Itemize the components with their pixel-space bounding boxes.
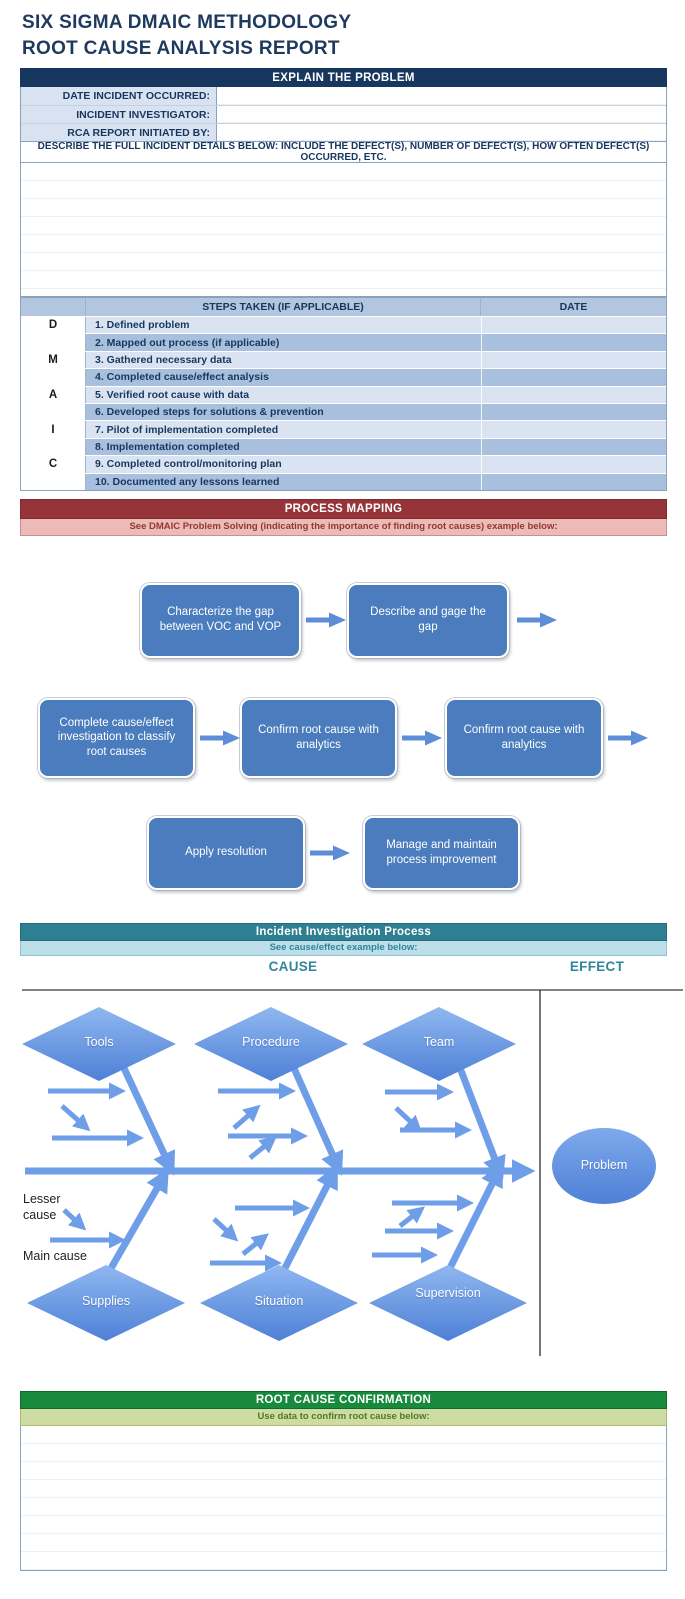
cause-label: CAUSE bbox=[268, 958, 318, 974]
flow-arrow-icon bbox=[608, 728, 648, 748]
table-row bbox=[21, 473, 666, 490]
flow-arrow-icon bbox=[402, 728, 442, 748]
table-row bbox=[21, 403, 666, 420]
step-date-cell[interactable] bbox=[481, 352, 666, 368]
main-cause-label: Main cause bbox=[23, 1248, 87, 1263]
supervision-diamond bbox=[369, 1265, 527, 1341]
explain-problem-header: EXPLAIN THE PROBLEM bbox=[20, 68, 667, 87]
date-incident-input[interactable] bbox=[217, 87, 666, 105]
date-column-header: DATE bbox=[559, 301, 588, 313]
dmaic-phase-label bbox=[21, 369, 86, 385]
supervision-label: Supervision bbox=[415, 1285, 481, 1300]
team-label: Team bbox=[423, 1034, 455, 1049]
fishbone-diagram bbox=[0, 978, 685, 1358]
flow-box-characterize-gap: Characterize the gap between VOC and VOP bbox=[140, 583, 301, 658]
step-date-cell[interactable] bbox=[481, 387, 666, 403]
step-date-cell[interactable] bbox=[481, 334, 666, 350]
title-line-1: SIX SIGMA DMAIC METHODOLOGY bbox=[22, 12, 352, 33]
cause-effect-labels bbox=[0, 956, 685, 978]
flow-arrow-icon bbox=[306, 610, 346, 630]
procedure-bone bbox=[293, 1066, 334, 1158]
dmaic-phase-label: C bbox=[21, 456, 86, 472]
flow-box-manage-maintain: Manage and maintain process improvement bbox=[363, 816, 520, 890]
report-title bbox=[0, 0, 685, 62]
flow-arrow-icon bbox=[200, 728, 240, 748]
explain-problem-fields bbox=[20, 87, 667, 142]
situation-label: Situation bbox=[254, 1293, 304, 1308]
step-label: 4. Completed cause/effect analysis bbox=[86, 369, 481, 385]
dmaic-flowchart bbox=[0, 536, 685, 923]
table-row bbox=[21, 316, 666, 333]
supervision-bone bbox=[450, 1180, 494, 1268]
root-cause-confirmation-header: ROOT CAUSE CONFIRMATION bbox=[20, 1391, 667, 1409]
step-date-cell[interactable] bbox=[481, 404, 666, 420]
table-row bbox=[21, 420, 666, 437]
steps-table-header bbox=[21, 298, 666, 316]
effect-label: EFFECT bbox=[569, 958, 625, 974]
step-label: 1. Defined problem bbox=[86, 317, 481, 333]
step-date-cell[interactable] bbox=[481, 369, 666, 385]
phase-column-header bbox=[21, 298, 86, 316]
step-label: 9. Completed control/monitoring plan bbox=[86, 456, 481, 472]
field-row-investigator bbox=[21, 105, 666, 123]
field-row-rca-initiated bbox=[21, 123, 666, 141]
flow-arrow-icon bbox=[310, 843, 350, 863]
step-date-cell[interactable] bbox=[481, 317, 666, 333]
dmaic-phase-label bbox=[21, 439, 86, 455]
rca-initiated-label: RCA REPORT INITIATED BY: bbox=[21, 124, 217, 141]
flow-box-apply-resolution: Apply resolution bbox=[147, 816, 305, 890]
table-row bbox=[21, 455, 666, 472]
step-label: 7. Pilot of implementation completed bbox=[86, 421, 481, 437]
dmaic-phase-label: I bbox=[21, 421, 86, 437]
supplies-label: Supplies bbox=[82, 1293, 130, 1308]
step-date-cell[interactable] bbox=[481, 474, 666, 490]
dmaic-phase-label: M bbox=[21, 352, 86, 368]
dmaic-phase-label bbox=[21, 474, 86, 490]
lesser-cause-label: Lesser cause bbox=[23, 1191, 61, 1222]
table-row bbox=[21, 438, 666, 455]
dmaic-phase-label bbox=[21, 404, 86, 420]
flow-box-complete-investigation: Complete cause/effect investigation to classify root causes bbox=[38, 698, 195, 778]
team-bone bbox=[460, 1068, 496, 1162]
incident-investigation-subheader: See cause/effect example below: bbox=[20, 941, 667, 956]
steps-table bbox=[20, 297, 667, 491]
step-label: 10. Documented any lessons learned bbox=[86, 474, 481, 490]
table-row bbox=[21, 386, 666, 403]
situation-bone bbox=[283, 1182, 329, 1272]
step-date-cell[interactable] bbox=[481, 439, 666, 455]
incident-details-input[interactable] bbox=[20, 163, 667, 297]
flow-box-confirm-root-cause-2: Confirm root cause with analytics bbox=[445, 698, 603, 778]
problem-label: Problem bbox=[580, 1157, 628, 1172]
field-row-date-incident bbox=[21, 87, 666, 105]
investigator-input[interactable] bbox=[217, 106, 666, 123]
table-row bbox=[21, 333, 666, 350]
step-label: 5. Verified root cause with data bbox=[86, 387, 481, 403]
dmaic-phase-label: D bbox=[21, 317, 86, 333]
rca-initiated-input[interactable] bbox=[217, 124, 666, 141]
title-line-2: ROOT CAUSE ANALYSIS REPORT bbox=[22, 38, 340, 59]
sub-cause-arrows bbox=[48, 1091, 460, 1263]
table-row bbox=[21, 368, 666, 385]
step-date-cell[interactable] bbox=[481, 456, 666, 472]
dmaic-phase-label: A bbox=[21, 387, 86, 403]
tools-label: Tools bbox=[84, 1034, 114, 1049]
root-cause-confirmation-subheader: Use data to confirm root cause below: bbox=[20, 1409, 667, 1426]
table-row bbox=[21, 351, 666, 368]
procedure-label: Procedure bbox=[242, 1034, 300, 1049]
flow-box-confirm-root-cause-1: Confirm root cause with analytics bbox=[240, 698, 397, 778]
incident-investigation-header: Incident Investigation Process bbox=[20, 923, 667, 941]
root-cause-confirmation-input[interactable] bbox=[20, 1426, 667, 1571]
date-incident-label: DATE INCIDENT OCCURRED: bbox=[21, 87, 217, 105]
process-mapping-subheader: See DMAIC Problem Solving (indicating the importance of finding root causes) example below: bbox=[20, 519, 667, 536]
dmaic-phase-label bbox=[21, 334, 86, 350]
process-mapping-header: PROCESS MAPPING bbox=[20, 499, 667, 519]
step-label: 6. Developed steps for solutions & prevention bbox=[86, 404, 481, 420]
step-label: 2. Mapped out process (if applicable) bbox=[86, 334, 481, 350]
flow-arrow-icon bbox=[517, 610, 557, 630]
step-date-cell[interactable] bbox=[481, 421, 666, 437]
steps-column-header: STEPS TAKEN (IF APPLICABLE) bbox=[86, 298, 481, 316]
step-label: 3. Gathered necessary data bbox=[86, 352, 481, 368]
tools-bone bbox=[123, 1066, 166, 1158]
describe-incident-label: DESCRIBE THE FULL INCIDENT DETAILS BELOW: INCLUDE THE DEFECT(S), NUMBER OF DEFECT(S), HOW OFTEN DEFECT(S) OCCURRED, ETC. bbox=[20, 142, 667, 163]
step-label: 8. Implementation completed bbox=[86, 439, 481, 455]
investigator-label: INCIDENT INVESTIGATOR: bbox=[21, 106, 217, 123]
flow-box-describe-gage: Describe and gage the gap bbox=[347, 583, 509, 658]
